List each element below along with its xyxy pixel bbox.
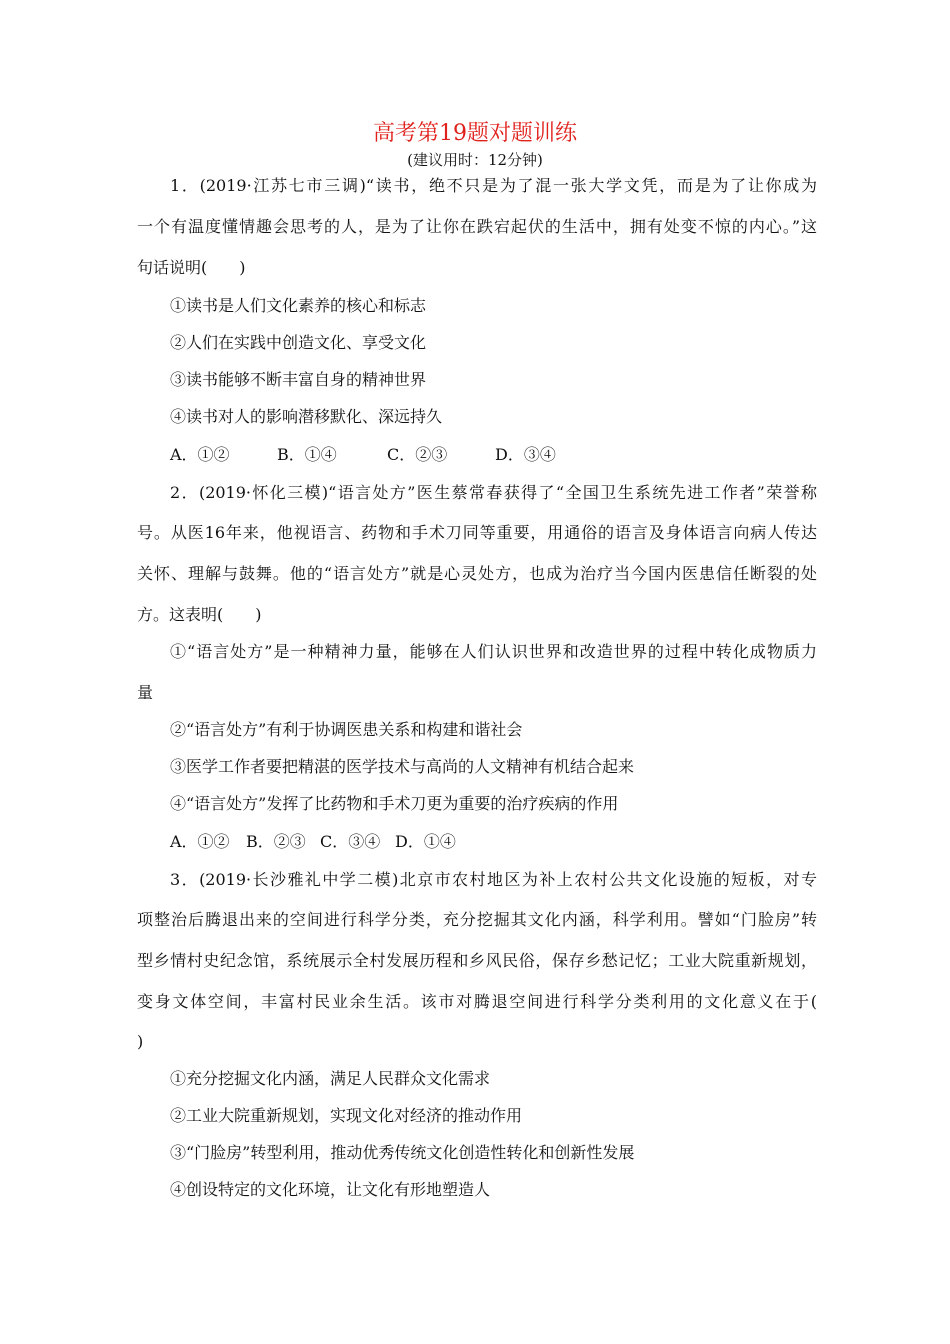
q3-stem-line: ) [137,1032,144,1051]
q2-statement: ①“语言处方”是一种精神力量，能够在人们认识世界和改造世界的过程中转化成物质力 [170,642,817,661]
q2-option-c: C．③④ [320,832,381,851]
q3-stem-line: 变身文体空间，丰富村民业余生活。该市对腾退空间进行科学分类利用的文化意义在于( [137,992,817,1011]
q2-statement: ④“语言处方”发挥了比药物和手术刀更为重要的治疗疾病的作用 [170,794,619,813]
q1-statement: ④读书对人的影响潜移默化、深远持久 [170,407,443,426]
q1-statement: ③读书能够不断丰富自身的精神世界 [170,370,427,389]
q1-option-b: B．①④ [277,445,337,464]
q2-statement: 量 [137,683,154,702]
q2-stem-line: 方。这表明( ) [137,605,262,624]
q3-statement: ③“门脸房”转型利用，推动优秀传统文化创造性转化和创新性发展 [170,1143,635,1162]
q2-stem-line: 关怀、理解与鼓舞。他的“语言处方”就是心灵处方，也成为治疗当今国内医患信任断裂的处 [137,564,817,583]
q1-option-d: D．③④ [495,445,556,464]
q1-stem-line: 一个有温度懂情趣会思考的人，是为了让你在跌宕起伏的生活中，拥有处变不惊的内心。”这 [137,217,817,236]
q1-option-c: C．②③ [387,445,448,464]
document-title: 高考第19题对题训练 [373,121,577,146]
q1-stem-line: 句话说明( ) [137,258,246,277]
q2-statement: ③医学工作者要把精湛的医学技术与高尚的人文精神有机结合起来 [170,757,635,776]
q1-options [170,443,556,467]
q3-stem-line: 项整治后腾退出来的空间进行科学分类，充分挖掘其文化内涵，科学利用。譬如“门脸房”转 [137,910,817,929]
q2-options [170,830,456,854]
q3-statement: ②工业大院重新规划，实现文化对经济的推动作用 [170,1106,523,1125]
q3-stem-line: 3．(2019·长沙雅礼中学二模)北京市农村地区为补上农村公共文化设施的短板，对专 [170,870,817,889]
q2-option-a: A．①② [170,832,230,851]
q3-statement: ④创设特定的文化环境，让文化有形地塑造人 [170,1180,491,1199]
q3-statement: ①充分挖掘文化内涵，满足人民群众文化需求 [170,1069,491,1088]
q2-option-b: B．②③ [246,832,306,851]
q3-stem-line: 型乡情村史纪念馆，系统展示全村发展历程和乡风民俗，保存乡愁记忆；工业大院重新规划， [137,951,817,970]
q2-option-d: D．①④ [395,832,456,851]
q2-stem-line: 号。从医16年来，他视语言、药物和手术刀同等重要，用通俗的语言及身体语言向病人传达 [137,523,817,542]
q1-option-a: A．①② [170,445,230,464]
q1-statement: ②人们在实践中创造文化、享受文化 [170,333,427,352]
q2-stem-line: 2．(2019·怀化三模)“语言处方”医生蔡常春获得了“全国卫生系统先进工作者”荣誉称 [170,483,817,502]
document-subtitle: (建议用时：12分钟) [407,151,543,169]
q2-statement: ②“语言处方”有利于协调医患关系和构建和谐社会 [170,720,523,739]
q1-stem-line: 1．(2019·江苏七市三调)“读书，绝不只是为了混一张大学文凭，而是为了让你成为 [170,176,817,195]
q1-statement: ①读书是人们文化素养的核心和标志 [170,296,427,315]
